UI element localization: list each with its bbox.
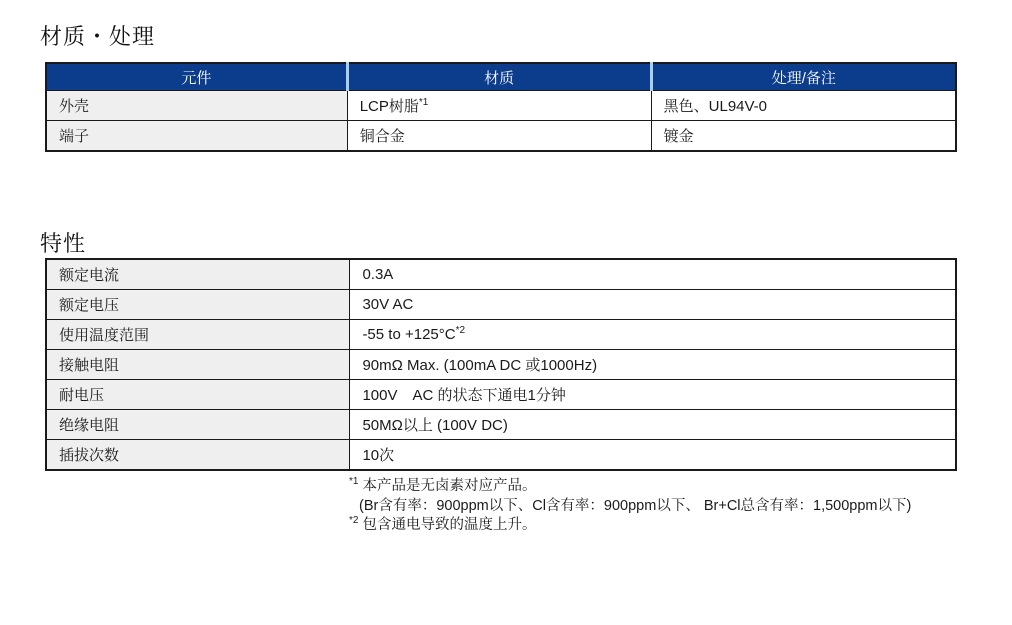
materials-header-component: 元件 [46, 63, 347, 91]
characteristic-value-cell [350, 350, 956, 380]
characteristic-value: 10次 [362, 447, 395, 464]
characteristic-label: 额定电流 [46, 259, 350, 290]
characteristics-table [45, 258, 957, 471]
footnote-ref: *1 [418, 97, 429, 108]
materials-header-material: 材质 [347, 63, 651, 91]
material-value: LCP树脂 [359, 98, 419, 115]
characteristic-value-cell [350, 320, 956, 350]
footnote-1 [349, 477, 911, 497]
characteristic-value: 90mΩ Max. (100mA DC 或1000Hz) [362, 357, 598, 374]
footnote-1-text: 本产品是无卤素对应产品。 [362, 478, 537, 494]
component-cell: 端子 [46, 121, 347, 152]
characteristic-value: 30V AC [362, 296, 414, 313]
footnotes [349, 477, 911, 536]
material-value: 铜合金 [359, 128, 405, 145]
table-row [46, 91, 956, 121]
table-row [46, 440, 956, 471]
component-cell: 外壳 [46, 91, 347, 121]
table-row [46, 320, 956, 350]
characteristic-value: 100V AC 的状态下通电1分钟 [362, 387, 566, 404]
characteristic-value-cell [350, 440, 956, 471]
table-row [46, 410, 956, 440]
materials-header-note: 处理/备注 [651, 63, 956, 91]
characteristic-label: 接触电阻 [46, 350, 350, 380]
characteristic-label: 绝缘电阻 [46, 410, 350, 440]
characteristic-value-cell [350, 410, 956, 440]
table-row [46, 121, 956, 152]
characteristic-value: -55 to +125°C [362, 326, 456, 343]
characteristic-label: 使用温度范围 [46, 320, 350, 350]
materials-section-title: 材质・处理 [40, 24, 156, 49]
footnote-2 [349, 516, 911, 536]
characteristic-value-cell [350, 290, 956, 320]
characteristic-value-cell [350, 259, 956, 290]
characteristic-value: 0.3A [362, 266, 394, 283]
table-row [46, 290, 956, 320]
characteristics-section-title: 特性 [40, 231, 87, 256]
material-cell [347, 91, 651, 121]
characteristic-value-cell [350, 380, 956, 410]
table-row [46, 380, 956, 410]
footnote-1-marker: *1 [349, 476, 359, 488]
characteristic-label: 插拔次数 [46, 440, 350, 471]
materials-table [45, 62, 957, 152]
materials-table-header-row [46, 63, 956, 91]
footnote-ref: *2 [455, 325, 466, 336]
note-cell: 镀金 [651, 121, 956, 152]
footnote-2-text: 包含通电导致的温度上升。 [362, 517, 537, 533]
footnote-2-marker: *2 [349, 515, 359, 527]
characteristic-label: 耐电压 [46, 380, 350, 410]
table-row [46, 350, 956, 380]
note-cell: 黑色、UL94V-0 [651, 91, 956, 121]
material-cell [347, 121, 651, 152]
characteristic-label: 额定电压 [46, 290, 350, 320]
table-row [46, 259, 956, 290]
characteristic-value: 50MΩ以上 (100V DC) [362, 417, 508, 434]
footnote-1-detail: (Br含有率：900ppm以下、Cl含有率：900ppm以下、 Br+Cl总含有率：1,500ppm以下) [359, 497, 912, 514]
